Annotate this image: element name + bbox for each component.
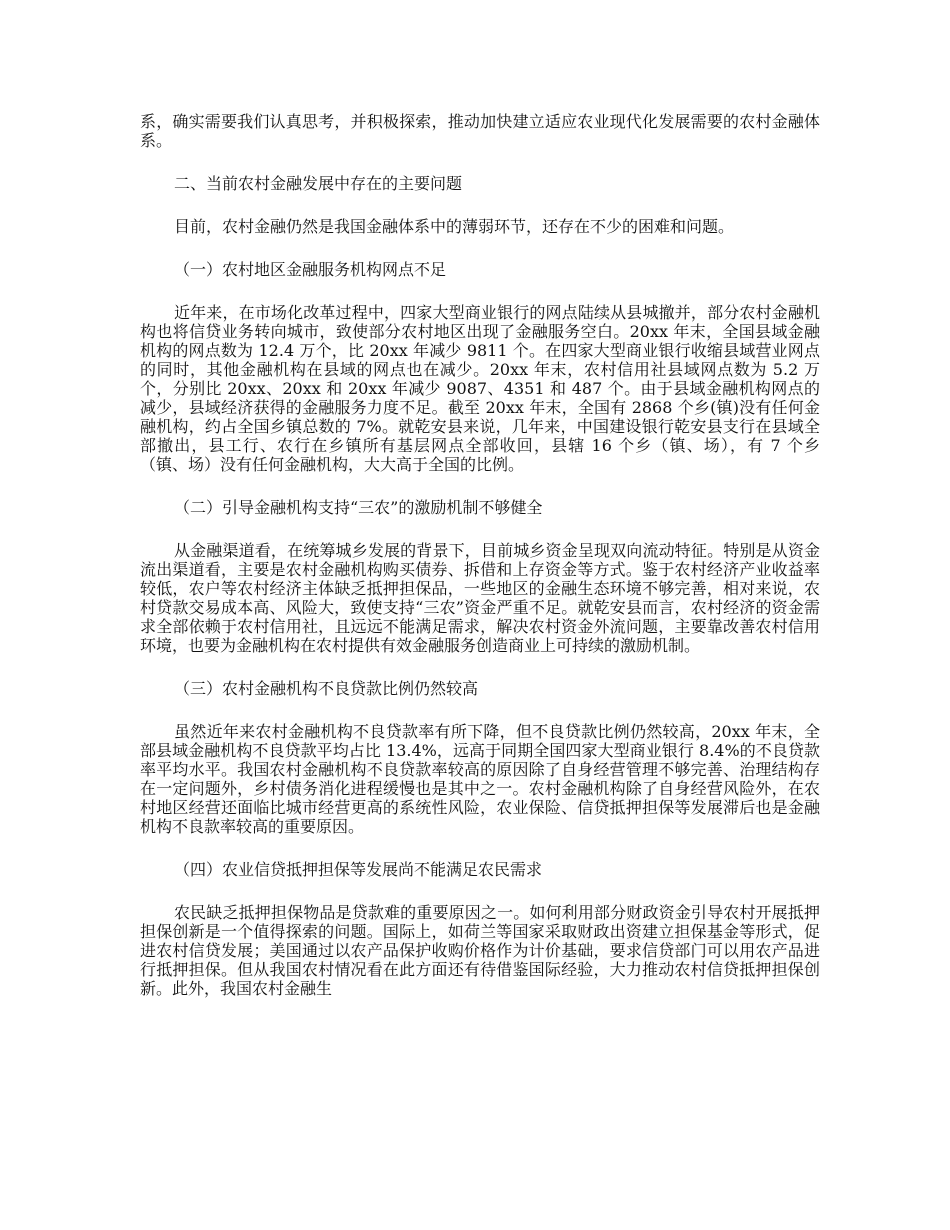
- paragraph-intro: 目前，农村金融仍然是我国金融体系中的薄弱环节，还存在不少的困难和问题。: [174, 217, 735, 236]
- paragraph-2: 从金融渠道看，在统筹城乡发展的背景下，目前城乡资金呈现双向流动特征。特别是从资金流出渠道看，主要是农村金融机构购买债券、拆借和上存资金等方式。鉴于农村经济产业收益率较低，农户等农村经济主体缺乏抵押担保品，一些地区的金融生态环境不够完善，相对来说，农村贷款交易成本高、风险大，致使支持“三农”资金严重不足。就乾安县而言，农村经济的资金需求全部依赖于农村信用社，且远远不能满足需求，解决农村资金外流问题，主要靠改善农村信用环境，也要为金融机构在农村提供有效金融服务创造商业上可持续的激励机制。: [140, 541, 820, 655]
- paragraph-4: 农民缺乏抵押担保物品是贷款难的重要原因之一。如何利用部分财政资金引导农村开展抵押担保创新是一个值得探索的问题。国际上，如荷兰等国家采取财政出资建立担保基金等形式，促进农村信贷发展；美国通过以农产品保护收购价格作为计价基础，要求信贷部门可以用农产品进行抵押担保。但从我国农村情况看在此方面还有待借鉴国际经验，大力推动农村信贷抵押担保创新。此外，我国农村金融生: [140, 903, 820, 998]
- paragraph-continuation: 系，确实需要我们认真思考，并积极探索，推动加快建立适应农业现代化发展需要的农村金融体系。: [140, 112, 820, 150]
- subheading-1: （一）农村地区金融服务机构网点不足: [174, 260, 447, 279]
- subheading-3: （三）农村金融机构不良贷款比例仍然较高: [174, 679, 479, 698]
- paragraph-3: 虽然近年来农村金融机构不良贷款率有所下降，但不良贷款比例仍然较高，20xx 年末，全部县域金融机构不良贷款平均占比 13.4%，远高于同期全国四家大型商业银行 8.4%的不良贷款率平均水平。我国农村金融机构不良贷款率较高的原因除了自身经营管理不够完善、治理结构存在一定问题外，乡村债务消化进程缓慢也是其中之一。农村金融机构除了自身经营风险外，在农村地区经营还面临比城市经营更高的系统性风险，农业保险、信贷抵押担保等发展滞后也是金融机构不良款率较高的重要原因。: [140, 722, 820, 836]
- document-body: [140, 112, 820, 1022]
- paragraph-1: 近年来，在市场化改革过程中，四家大型商业银行的网点陆续从县城撤并，部分农村金融机构也将信贷业务转向城市，致使部分农村地区出现了金融服务空白。20xx 年末，全国县域金融机构的网点数为 12.4 万个，比 20xx 年减少 9811 个。在四家大型商业银行收缩县域营业网点的同时，其他金融机构在县域的网点也在减少。20xx 年末，农村信用社县域网点数为 5.2 万个，分别比 20xx、20xx 和 20xx 年减少 9087、4351 和 487 个。由于县域金融机构网点的减少，县域经济获得的金融服务力度不足。截至 20xx 年末，全国有 2868 个乡(镇)没有任何金融机构，约占全国乡镇总数的 7%。就乾安县来说，几年来，中国建设银行乾安县支行在县域全部撤出，县工行、农行在乡镇所有基层网点全部收回，县辖 16 个乡（镇、场），有 7 个乡（镇、场）没有任何金融机构，大大高于全国的比例。: [140, 303, 820, 474]
- subheading-4: （四）农业信贷抵押担保等发展尚不能满足农民需求: [174, 860, 543, 879]
- subheading-2: （二）引导金融机构支持“三农”的激励机制不够健全: [174, 498, 543, 517]
- section-heading-main-problems: 二、当前农村金融发展中存在的主要问题: [174, 174, 463, 193]
